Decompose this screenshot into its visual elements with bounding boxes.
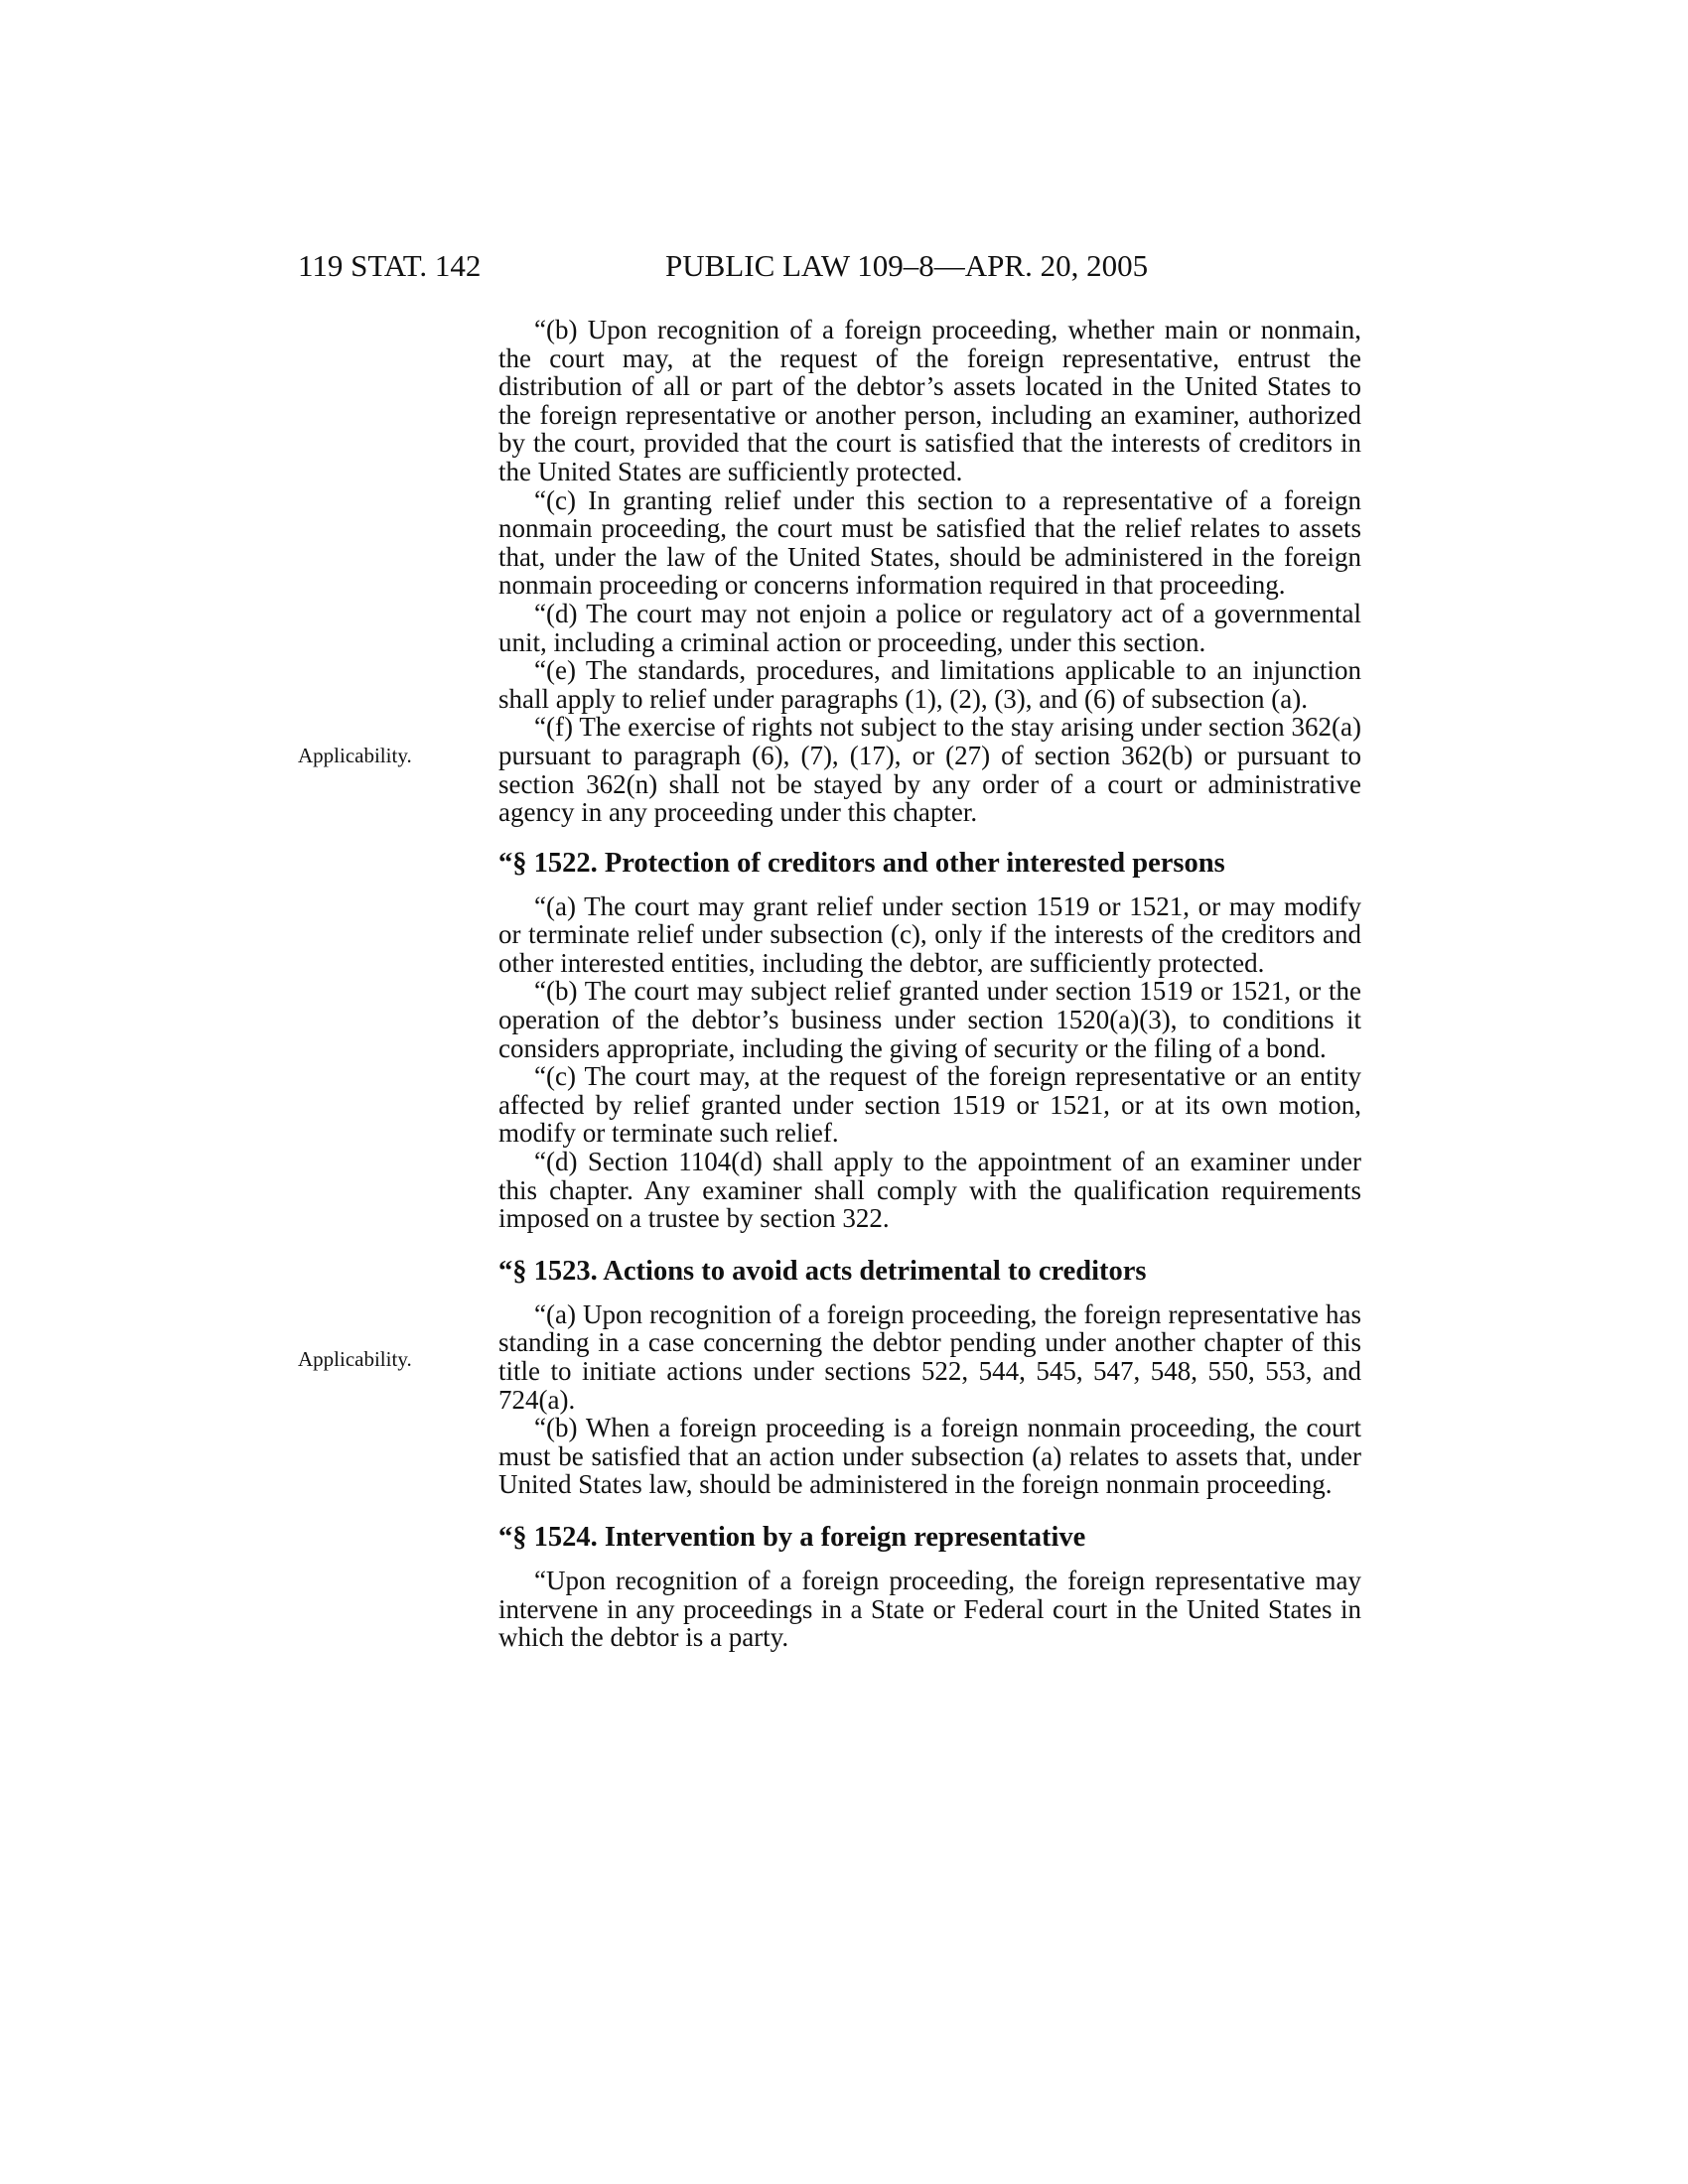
- margin-note-applicability: Applicability.: [298, 1347, 412, 1371]
- margin-note-applicability: Applicability.: [298, 744, 412, 767]
- statute-text: [498, 316, 1361, 1652]
- stat-page-reference: 119 STAT. 142: [298, 248, 482, 283]
- running-title: PUBLIC LAW 109–8—APR. 20, 2005: [665, 248, 1149, 283]
- page-header: [0, 248, 1688, 292]
- paragraph-1521-d: “(d) The court may not enjoin a police or regulatory act of a governmental unit, including a criminal action or proceeding, under this section.: [498, 598, 1361, 657]
- paragraph-1522-b: “(b) The court may subject relief granted under section 1519 or 1521, or the operation of the debtor’s business under section 1520(a)(3), to conditions it considers appropriate, including the giving of security or the filing of a bond.: [498, 976, 1361, 1063]
- paragraph-1523-b: “(b) When a foreign proceeding is a foreign nonmain proceeding, the court must be satisfied that an action under subsection (a) relates to assets that, under United States law, should be administered in the foreign nonmain proceeding.: [498, 1413, 1361, 1500]
- paragraph-1522-d: “(d) Section 1104(d) shall apply to the appointment of an examiner under this chapter. Any examiner shall comply with the qualification requirements imposed on a trustee by section 322.: [498, 1147, 1361, 1234]
- paragraph-1522-c: “(c) The court may, at the request of the foreign representative or an entity affected by relief granted under section 1519 or 1521, or at its own motion, modify or terminate such relief.: [498, 1061, 1361, 1149]
- section-heading-1522: “§ 1522. Protection of creditors and other interested persons: [498, 847, 1225, 879]
- section-heading-1523: “§ 1523. Actions to avoid acts detrimental to creditors: [498, 1255, 1147, 1287]
- paragraph-1521-e: “(e) The standards, procedures, and limitations applicable to an injunction shall apply to relief under paragraphs (1), (2), (3), and (6) of subsection (a).: [498, 655, 1361, 714]
- paragraph-1521-f: “(f) The exercise of rights not subject to the stay arising under section 362(a) pursuant to paragraph (6), (7), (17), or (27) of section 362(b) or pursuant to section 362(n) shall not be stayed by any order of a court or administrative agency in any proceeding under this chapter.: [498, 712, 1361, 828]
- paragraph-1523-a: “(a) Upon recognition of a foreign proceeding, the foreign representative has standing in a case concerning the debtor pending under another chapter of this title to initiate actions under sections 522, 544, 545, 547, 548, 550, 553, and 724(a).: [498, 1298, 1361, 1415]
- paragraph-1521-c: “(c) In granting relief under this section to a representative of a foreign nonmain proceeding, the court must be satisfied that the relief relates to assets that, under the law of the United States, should be administered in the foreign nonmain proceeding or concerns information required in that proceeding.: [498, 484, 1361, 601]
- section-heading-1524: “§ 1524. Intervention by a foreign representative: [498, 1521, 1086, 1553]
- paragraph-1522-a: “(a) The court may grant relief under section 1519 or 1521, or may modify or terminate relief under subsection (c), only if the interests of the creditors and other interested entities, including the debtor, are sufficiently protected.: [498, 890, 1361, 978]
- paragraph-1521-b: “(b) Upon recognition of a foreign proceeding, whether main or nonmain, the court may, at the request of the foreign representative, entrust the distribution of all or part of the debtor’s assets located in the United States to the foreign representative or another person, including an examiner, authorized by the court, provided that the court is satisfied that the interests of creditors in the United States are sufficiently protected.: [498, 315, 1361, 486]
- paragraph-1524: “Upon recognition of a foreign proceeding, the foreign representative may intervene in any proceedings in a State or Federal court in the United States in which the debtor is a party.: [498, 1565, 1361, 1653]
